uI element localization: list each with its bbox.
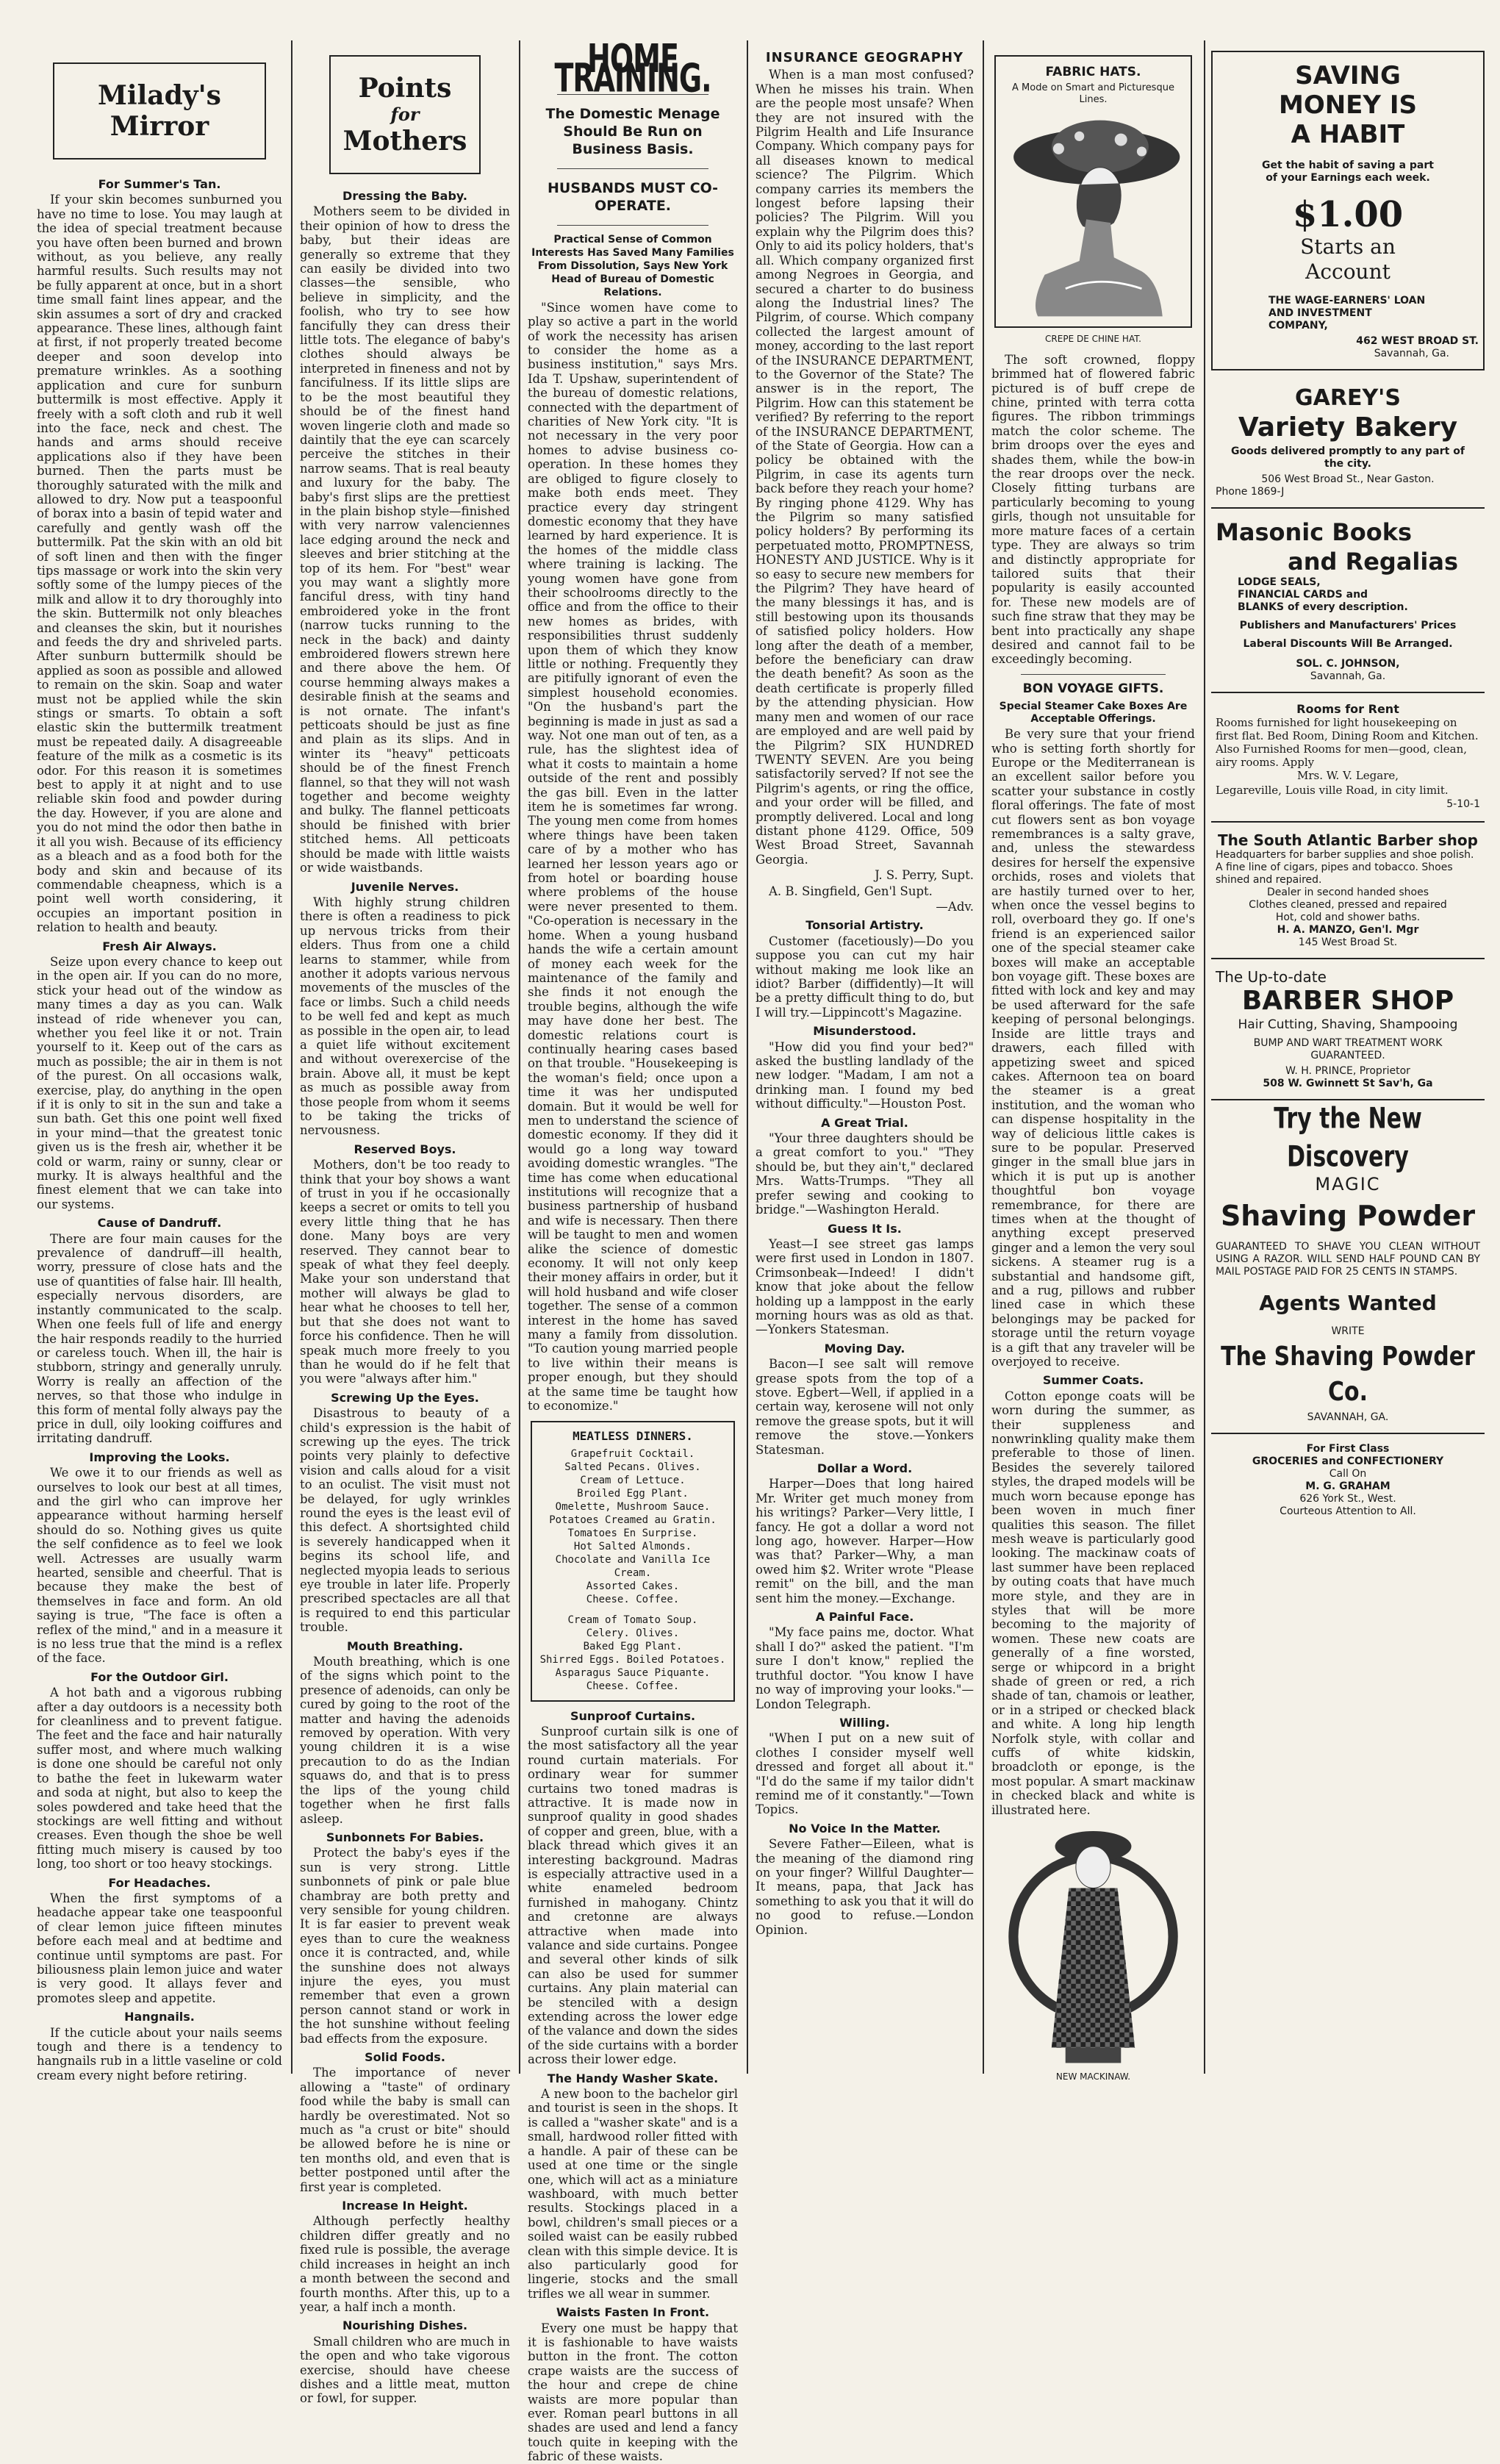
menu-item: Chocolate and Vanilla Ice Cream. [555,1553,711,1579]
ad-up-to-date-barber [1211,959,1485,1100]
ad-line: GUARANTEED TO SHAVE YOU CLEAN WITHOUT USING A RAZOR. WILL SEND HALF POUND CAN BY MAIL POSTAGE PAID FOR 25 CENTS IN STAMPS. [1216,1240,1480,1278]
menu-item: Baked Egg Plant. [583,1640,683,1652]
article-body: Sunproof curtain silk is one of the most satisfactory all the year round curtain materials. For ordinary wear for summer curtains two toned madras is attractive. It is made now in sunproof quality in good shades of copper and green, blue, with a black thread which gives it an interesting background. Madras is especially attractive used in a white enameled bedroom furnished in mahogany. Chintz and cretonne are always attractive when made into valance and side curtains. Pongee and several other kinds of silk can also be used for summer curtains. Any plain material can be stenciled with a design extending across the lower edge of the valance and down the sides of the side curtains with a border across their lower edge. [528,1724,738,2067]
article-body: If the cuticle about your nails seems tough and there is a tendency to hangnails rub in a little vaseline or cold cream every night before retiring. [37,2025,282,2082]
ad-line: BARBER SHOP [1241,985,1454,1016]
ad-line: Legareville, Louis ville Road, in city limit. [1216,783,1449,797]
section-heading: The Handy Washer Skate. [547,2071,719,2085]
section-heading: Solid Foods. [365,2050,445,2064]
menu-item: Asparagus Sauce Piquante. [555,1666,711,1679]
section-heading: Improving the Looks. [89,1450,230,1464]
ad-line: Laberal Discounts Will Be Arranged. [1243,638,1453,650]
article-body: Cotton eponge coats will be worn during the summer, as their suppleness and nonwrinkling quality make them preferable to those of linen. Besides the severely tailored styles, the draped models will be much worn because eponge has been woven in much finer qualities this season. The fillet mesh weave is particularly good looking. The mackinaw coats of last summer have been replaced by outing coats that have much more style, and they are in styles that will be more becoming to the majority of women. These new coats are generally of a fine worsted, serge or whipcord in a bright shade of green or red, a rich shade of tan, chamois or leather, or in a striped or checked black and white. A long hip length Norfolk style, with collar and cuffs of white kidskin, broadcloth or eponge, is the most popular. A smart mackinaw in checked black and white is illustrated here. [991,1389,1195,1817]
article-body: "Since women have come to play so active a part in the world of work the necessity has arisen to consider the home as a business institution," says Mrs. Ida T. Upshaw, superintendent of the bureau of domestic relations, connected with the department of charities of New York city. "It is not necessary in the very poor homes to advise business co-operation. In these homes they are obliged to figure closely to make both ends meet. They practice every day stringent domestic economy that they have learned by hard experience. It is the homes of the middle class where training is lacking. The young women have gone from their schoolrooms directly to the office and from the office to their new homes as brides, with responsibilities thrust suddenly upon them of which they know little or nothing. Frequently they are pitifully ignorant of even the simplest household economies. "On the husband's part the beginning is made in just as sad a way. Not one man out of ten, as a rule, has the slightest idea of what it costs to maintain a home outside of the rent and possibly the gas bill. Even in the latter item he is sometimes far wrong. The young men come from homes where things have been taken care of by a mother who has learned her lesson years ago or from hotel or boarding house where problems of the house were never presented to them. "Co-operation is necessary in the home. When a young husband hands the wife a certain amount of money each week for the maintenance of the family and she finds it not enough the trouble begins, although the wife may have done her best. The domestic relations court is continually hearing cases based on that trouble. "Housekeeping is the woman's field; once upon a time it was her undisputed domain. But it would be well for men to understand the science of domestic economy. If they did it would go a long way toward avoiding domestic wrangles. "The time has come when educational institutions will recognize that a business partnership of husband and wife is necessary. Then there will be taught to men and women alike the science of domestic economy. It will not only keep their money affairs in order, but it will hold husband and wife closer together. The sense of a common interest in the home has saved many a family from dissolution. "To caution young married people to live within their means is proper enough, but they should at the same time be taught how to economize." [528,300,738,1414]
article-body: Customer (facetiously)—Do you suppose you can cut my hair without making me look like an idiot? Barber (diffidently)—It will be a pretty difficult thing to do, but I will try.—Lippincott's Magazine. [756,934,974,1020]
ad-line: and Regalias [1288,548,1458,576]
image-caption: NEW MACKINAW. [1055,2071,1131,2082]
fabric-hats-subtitle: A Mode on Smart and Picturesque Lines. [1012,82,1174,106]
ad-price: $1.00 [1292,194,1404,235]
ad-line: BLANKS of every description. [1238,601,1408,613]
article-body: "How did you find your bed?" asked the bustling landlady of the new lodger. "Madam, I am not a drinking man. I found my bed without difficulty."—Houston Post. [756,1039,974,1111]
article-body: Seize upon every chance to keep out in the open air. If you can do no more, stick your head out of the window as many times a day as you can. Walk instead of ride whenever you can, whether you feel like it or not. Train yourself to it. Keep out of the cars as much as possible; the air in them is not of the purest. On all occasions walk, exercise, play, do anything in the open if it is only to sit in the sun and take a sun bath. Get this one point well fixed in your mind—that the greatest tonic given us is the fresh air, whether it be cold or warm, rainy or sunny, clear or murky. It is always healthful and the finest element that we can take into our systems. [37,954,282,1211]
ad-line: H. A. MANZO, Gen'l. Mgr [1277,923,1419,936]
ad-line: Hair Cutting, Shaving, Shampooing [1238,1017,1458,1032]
ad-line: A HABIT [1291,120,1405,149]
ad-line: SAVING [1295,61,1401,90]
article-body: Small children who are much in the open and who take vigorous exercise, should have cheese dishes and a little meat, mutton or fowl, for supper. [300,2334,510,2406]
menu-item: Hot Salted Almonds. [573,1540,692,1552]
column-points-for-mothers [293,40,517,2406]
article-body: "Your three daughters should be a great comfort to you." "They should be, but they ain't," declared Mrs. Watts-Trumps. "They all prefer sewing and cooking to bridge."—Washington Herald. [756,1131,974,1217]
ad-groceries [1211,1434,1485,1527]
article-body: Be very sure that your friend who is setting forth shortly for Europe or the Mediterranean is an excellent sailor before you scatter your substance in costly floral offerings. The fate of most cut flowers sent as bon voyage remembrances is a salty grave, and, unless the stewardess desires for herself the expensive orchids, roses and violets that are hastily turned over to her, when once the vessel begins to roll, overboard they go. If one's friend is an experienced sailor one of the special steamer cake boxes will make an acceptable bon voyage gift. These boxes are fitted with lock and key and may be used afterward for the safe keeping of personal belongings. Inside are little trays and drawers, each filled with appetizing sweet and spiced cakes. Afternoon tea on board the steamer is a great institution, and the woman who can dispense hospitality in the way of delicious little cakes is sure to be popular. Preserved ginger in the small blue jars in which it is put up is another thoughtful bon voyage remembrance, for there are times when at the thought of anything except preserved ginger and a lemon the very soul sickens. A steamer rug is a substantial and handsome gift, and a rug, pillows and rubber lined case in which these belongings may be packed for storage until the return voyage is a gift that any traveler will be overjoyed to receive. [991,727,1195,1369]
title-line: for [390,104,420,125]
title-line: Points [358,73,452,104]
ad-line: FINANCIAL CARDS and [1238,589,1368,601]
section-heading: Hangnails. [124,2010,195,2024]
menu-item: Salted Pecans. Olives. [564,1461,701,1473]
section-heading: Moving Day. [824,1341,905,1355]
section-heading: Guess It Is. [828,1221,902,1236]
article-body: The soft crowned, floppy brimmed hat of flowered fabric pictured is of buff crepe de chine, printed with terra cotta figures. The ribbon trimmings match the color scheme. The brim droops over the eyes and shades them, while the bow-in the rear droops over the neck. Closely fitting turbans are particularly becoming to young girls, though not unsuitable for more mature faces of a certain type. They are always so trim and distinctly appropriate for tailored suits that their popularity is easily accounted for. These new models are of such fine straw that they may be bent into practically any shape desired and cannot fail to be exceedingly becoming. [991,352,1195,667]
ad-line: Savannah, Ga. [1374,348,1449,359]
article-body: Mouth breathing, which is one of the signs which point to the presence of adenoids, can only be cured by going to the root of the matter and having the adenoids removed by operation. With very young children it is a wise precaution to do as the Indian squaws do, and that is to press the lips of the young child together when he first falls asleep. [300,1655,510,1826]
section-heading: Juvenile Nerves. [351,879,459,894]
article-body: The importance of never allowing a "taste" of ordinary food while the baby is small can hardly be overestimated. Not so much as "a crust or bite" should be allowed before he is nine or ten months old, and even that is better postponed until after the first year is completed. [300,2066,510,2194]
section-heading: Misunderstood. [813,1024,916,1039]
menu-item: Assorted Cakes. [586,1580,680,1592]
ad-line: Try the New Discovery [1274,1102,1422,1174]
ad-line: 5-10-1 [1446,798,1480,811]
title-line: Milady's [98,80,221,111]
ad-line: Get the habit of saving a part of your Earnings each week. [1262,160,1434,184]
ad-line: GAREY'S [1295,385,1401,411]
section-heading: Mouth Breathing. [346,1639,464,1653]
section-heading: Reserved Boys. [354,1142,456,1156]
section-heading: For Summer's Tan. [98,177,221,191]
ad-line: GROCERIES and CONFECTIONERY [1252,1455,1444,1467]
column-fabric-hats [984,40,1202,2082]
ad-line: Publishers and Manufacturers' Prices [1239,620,1457,631]
article-body: We owe it to our friends as well as ourselves to look our best at all times, and the girl who can improve her appearance without harming herself should do so. Nothing gives us quite the self confidence as to feel we look well. Actresses are usually warm hearted, sensible and cheerful. That is because they make the best of themselves in face and form. An old saying is true, "The face is often a reflex of the mind," and in a measure it is no less true that the mind is a reflex of the face. [37,1466,282,1666]
miladys-mirror-title-box [53,62,266,160]
article-body: If your skin becomes sunburned you have no time to lose. You may laugh at the idea of special treatment because you have often been burned and brown without, as you believe, any really harmful results. Such results may not be fully apparent at once, but in a short time small faint lines appear, and the skin assumes a sort of dry and cracked appearance. These lines, although faint at first, if not properly treated become deeper and soon develop into premature wrinkles. As a soothing application and cure for sunburn buttermilk is most effective. Apply it freely with a soft cloth and rub it well into the face, neck and chest. The hands and arms should receive applications also if they have been burned. Then the parts must be thoroughly saturated with the milk and allowed to dry. Now put a teaspoonful of borax into a basin of tepid water and carefully and gently wash off the buttermilk. Pat the skin with an old bit of soft linen and then with the finger tips massage or work into the skin very softly some of the lumpy pieces of the milk and allow it to dry thoroughly into the skin. Buttermilk not only bleaches and cleanses the skin, but it nourishes and feeds the dry and shriveled parts. After sunburn buttermilk should be applied as soon as possible and allowed to remain on the skin. Soap and water must not be applied while the skin stings or smarts. To obtain a soft elastic skin the buttermilk treatment must be repeated daily. A disagreeable feature of the milk as a cosmetic is its odor. For this reason it is sometimes best to apply it at night and to use reliable skin food and powder during the day. However, if you are alone and you do not mind the odor then bathe in it all you wish. Because of its efficiency as a bleach and as a food both for the body and skin and because of its commendable cheapness, which is a point well worth considering, it occupies an important position in relation to health and beauty. [37,193,282,935]
section-heading: Increase In Height. [342,2199,468,2213]
column-insurance-geography [748,40,981,2074]
ad-line: Account [1305,259,1390,284]
ad-line: Call On [1329,1467,1367,1480]
ad-line: SAVANNAH, GA. [1307,1411,1389,1423]
article-list [37,177,282,2082]
ad-line: Savannah, Ga. [1310,670,1386,682]
ad-line: Agents Wanted [1259,1290,1437,1315]
ad-line: Masonic Books [1216,518,1413,546]
article-body: Severe Father—Eileen, what is the meaning of the diamond ring on your finger? Willful Daughter—It means, papa, that Jack has something to ask you that it will do no good to refuse.—London Opinion. [756,1837,974,1937]
signature: A. B. Singfield, Gen'l Supt. [769,884,933,898]
section-heading: Fresh Air Always. [102,939,217,953]
section-heading: A Painful Face. [815,1610,914,1625]
ad-line: SOL. C. JOHNSON, [1296,658,1400,670]
ad-line: Shaving Powder [1220,1199,1476,1232]
ad-line: Headquarters for barber supplies and shoe polish. A fine line of cigars, pipes and tobacco. Shoes shined and repaired. [1216,848,1474,886]
section-heading: Dollar a Word. [817,1461,913,1475]
ad-line: 145 West Broad St. [1298,936,1398,948]
ad-line: Courteous Attention to All. [1280,1505,1416,1517]
ad-line: Dealer in second handed shoes [1266,886,1429,898]
menu-item: Celery. Olives. [586,1627,680,1639]
ad-line: Variety Bakery [1238,412,1458,443]
section-heading: Sunproof Curtains. [570,1708,696,1723]
ad-line: 508 W. Gwinnett St Sav'h, Ga [1263,1077,1433,1089]
ad-line: Rooms furnished for light housekeeping on first flat. Bed Room, Dining Room and Kitchen. Also Furnished Rooms for men—good, clean, airy rooms. Apply [1216,716,1479,770]
ad-line: MONEY IS [1278,90,1417,120]
article-body: Bacon—I see salt will remove grease spots from the top of a stove. Egbert—Well, if applied in a certain way, kerosene will not only remove the grease spots, but it will remove the stove.—Yonkers Statesman. [756,1357,974,1457]
article-body: When is a man most confused? When he misses his train. When are the people most unsafe? When they are not insured with the Pilgrim Health and Life Insurance Company. Which company pays for all diseases known to medical science? The Pilgrim. Which company carries its members the longest before lapsing their policies? The Pilgrim. Will you explain why the Pilgrim does this? Only to aid its policy holders, that's all. Which company organized first among Negroes in Georgia, and secured a charter to do business along the Industrial lines? The Pilgrim, of course. Which company collected the largest amount of money, according to the last report of the INSURANCE DEPARTMENT, to the Governor of the State? The answer is in the report, The Pilgrim. How can this statement be verified? By referring to the report of the INSURANCE DEPARTMENT, of the State of Georgia. How can a policy be obtained with the Pilgrim, in case its agents turn back before they reach your home? By ringing phone 4129. Why has the Pilgrim so many satisfied policy holders? By performing its perpetuated motto, PROMPTNESS, HONESTY AND JUSTICE. Why is it so easy to secure new members for the Pilgrim? They have heard of the many blessings it has, and is still bestowing upon its thousands of satisfied policy holders. How long after the death of a member, before the beneficiary can draw the death benefit? As soon as the death certificate is properly filled by the attending physician. How many men and women of our race are employed and are well paid by the Pilgrim? SIX HUNDRED TWENTY SEVEN. Are you being satisfactorily served? If not see the Pilgrim's agents, or ring the office, and your order will be filled, and promptly delivered. Local and long distant phone 4129. Office, 509 West Broad Street, Savannah Georgia. [756,68,974,867]
article-body: Mothers, don't be too ready to think that your boy shows a want of trust in you if he occasionally keeps a secret or omits to tell you every little thing that he has done. Many boys are very reserved. They cannot bear to speak of what they feel deeply. Make your son understand that mother will always be glad to hear what he chooses to tell her, but that she does not want to force his confidence. Then he will speak much more freely to you than he would do if he felt that you were "always after him." [300,1158,510,1386]
ad-bakery [1211,375,1485,509]
crepe-de-chine-hat-illustration [1003,106,1183,319]
section-heading: A Great Trial. [821,1115,908,1130]
title-line: Mothers [342,126,467,157]
article-body: When the first symptoms of a headache appear take one teaspoonful of clear lemon juice fifteen minutes before each meal and at bedtime and continue until symptoms are past. For biliousness plain lemon juice and water is very good. It allays fever and promotes sleep and appetite. [37,1891,282,2005]
menu-item: Broiled Egg Plant. [577,1487,689,1500]
menu-item: Omelette, Mushroom Sauce. [555,1500,711,1513]
article-body: There are four main causes for the prevalence of dandruff—ill health, worry, pressure of close hats and the use of quantities of false hair. Ill health, especially nervous disorders, are instantly communicated to the scalp. When one feels full of life and energy the hair responds readily to the hurried or careless touch. When ill, the hair is stubborn, stringy and generally unruly. Worry is really an affection of the nerves, so that those who indulge in this form of mental folly always pay the price in dull, oily looking coiffures and irritating dandruff. [37,1231,282,1446]
headline-bon-voyage: BON VOYAGE GIFTS. [1022,681,1164,696]
section-heading: Willing. [839,1715,890,1730]
ad-line: Goods delivered promptly to any part of the city. [1231,445,1465,470]
article-body: A new boon to the bachelor girl and tourist is seen in the shops. It is called a "washer skate" and is a small, hardwood roller fitted with a handle. A pair of these can be used at one time or the single one, which will act as a miniature washboard, with much better results. Stockings placed in a bowl, children's small pieces or a soiled waist can be easily rubbed clean with this simple device. It is also particularly good for lingerie, stocks and the small trifles we all wear in summer. [528,2087,738,2301]
ad-magic-shaving-powder [1211,1100,1485,1434]
menu-item: Shirred Eggs. Boiled Potatoes. [539,1653,726,1666]
ad-masonic-books [1211,509,1485,693]
deck: The Domestic Menage Should Be Run on Business Basis. [545,105,720,157]
article-body: Disastrous to beauty of a child's expression is the habit of screwing up the eyes. The trick points very plainly to defective vision and calls aloud for a visit to an oculist. The visit must not be delayed, for ugly wrinkles round the eyes is the least evil of this defect. A shortsighted child is severely handicapped when it begins its school life, and neglected myopia leads to serious eye trouble in later life. Properly prescribed spectacles are all that is required to end this particular trouble. [300,1406,510,1635]
new-mackinaw-illustration [991,1819,1195,2069]
article-body: Although perfectly healthy children differ greatly and no fixed rule is possible, the average child increases in height an inch a month between the second and fourth months. After this, up to a year, a half inch a month. [300,2214,510,2314]
signature: J. S. Perry, Supt. [875,868,974,883]
ad-line: LODGE SEALS, [1238,576,1321,588]
title-line: Mirror [110,111,209,142]
ad-line: Phone 1869-J [1216,486,1285,498]
article-body: Yeast—I see street gas lamps were first used in London in 1807. Crimsonbeak—Indeed! I didn't know that joke about the fellow holding up a lamppost in the early morning hours was as old as that.—Yonkers Statesman. [756,1236,974,1337]
article-body: "My face pains me, doctor. What shall I do?" asked the patient. "I'm sure I don't know," replied the truthful doctor. "You know I have no way of improving your looks."—London Telegraph. [756,1625,974,1711]
deck: Special Steamer Cake Boxes Are Acceptable Offerings. [999,701,1188,726]
meatless-dinners-box [531,1421,735,1702]
article-body: With highly strung children there is often a readiness to pick up nervous tricks from their elders. Thus from one a child learns to stammer, while from another it adopts various nervous movements of the muscles of the face or limbs. Such a child needs to be well fed and kept as much as possible in the open air, to lead a quiet life without excitement and without overexercise of the brain. Above all, it must be kept as much as possible away from those people from whom it seems to be taking the tricks of nervousness. [300,895,510,1138]
ad-line: The South Atlantic Barber shop [1218,831,1478,849]
ad-line: BUMP AND WART TREATMENT WORK GUARANTEED. [1253,1036,1443,1061]
points-for-mothers-title-box [329,55,481,174]
ad-line: 626 York St., West. [1299,1492,1396,1505]
section-heading: For Headaches. [108,1875,211,1890]
ad-line: MAGIC [1315,1173,1381,1195]
article-body: "When I put on a new suit of clothes I consider myself well dressed and forget all about it." "I'd do the same if my tailor didn't remind me of it constantly."—Town Topics. [756,1731,974,1817]
article-list [300,189,510,2406]
menu-item: Grapefruit Cocktail. [570,1447,695,1460]
section-heading: Cause of Dandruff. [97,1216,222,1231]
menu-heading: MEATLESS DINNERS. [573,1428,693,1443]
ad-saving-money [1211,51,1485,370]
section-heading: Sunbonnets For Babies. [326,1830,484,1844]
ad-line: W. H. PRINCE, Proprietor [1285,1064,1410,1077]
column-advertisements [1205,40,1485,2074]
column-home-training [520,36,745,2464]
ad-line: The Shaving Powder Co. [1221,1341,1475,1408]
section-heading: No Voice In the Matter. [789,1821,941,1836]
ad-line: Rooms for Rent [1296,702,1399,716]
ad-line: Hot, cold and shower baths. [1275,911,1421,923]
headline-home-training: HOME TRAINING. [554,36,711,101]
ad-line: Mrs. W. V. Legare, [1296,769,1399,783]
section-heading: Screwing Up the Eyes. [331,1390,479,1405]
article-body: Protect the baby's eyes if the sun is very strong. Little sunbonnets of pink or pale blue chambray are both pretty and very sensible for young children. It is far easier to prevent weak eyes than to cure the weakness once it is contracted, and, while the sunshine does not always injure the eyes, you must remember that even a grown person cannot stand or work in the hot sunshine without feeling bad effects from the exposure. [300,1846,510,2046]
section-heading: Waists Fasten In Front. [556,2305,710,2320]
menu-item: Cream of Lettuce. [580,1474,686,1486]
menu-item: Potatoes Creamed au Gratin. [549,1514,717,1526]
ad-line: WRITE [1331,1325,1365,1337]
ad-line: 506 West Broad St., Near Gaston. [1261,473,1435,485]
ad-rooms-for-rent [1211,693,1485,823]
menu-item: Cheese. Coffee. [586,1680,680,1692]
ad-line: Clothes cleaned, pressed and repaired [1249,898,1447,911]
menu-item [539,1606,726,1614]
menu-item: Tomatoes En Surprise. [567,1527,698,1539]
ad-line: 462 WEST BROAD ST. [1356,335,1479,347]
ad-line: For First Class [1306,1442,1390,1455]
section-heading: Nourishing Dishes. [342,2318,468,2333]
ad-line: Starts an [1300,234,1396,259]
menu-item: Cream of Tomato Soup. [567,1614,698,1626]
deck: Practical Sense of Common Interests Has Saved Many Families From Dissolution, Says New York Head of Bureau of Domestic Relations. [531,233,734,298]
headline-fabric-hats: FABRIC HATS. [1045,65,1141,79]
adv-label: —Adv. [936,899,974,914]
ad-line: M. G. GRAHAM [1305,1480,1390,1492]
article-body: Harper—Does that long haired Mr. Writer get much money from his writings? Parker—Very little, I fancy. He got a dollar a word not long ago, however. Harper—How was that? Parker—Why, a man owed him $2. Writer wrote "Please remit" on the bill, and the man sent him the money.—Exchange. [756,1477,974,1605]
section-heading: For the Outdoor Girl. [90,1669,229,1684]
article-list [528,1709,738,2464]
image-caption: CREPE DE CHINE HAT. [1045,334,1141,345]
article-body: Every one must be happy that it is fashionable to have waists button in the front. The cotton crape waists are the success of the hour and crepe de chine waists are more popular than ever. Roman pearl buttons in all shades are used and lend a fancy touch quite in keeping with the fabric of these waists. [528,2321,738,2464]
ad-line: THE WAGE-EARNERS' LOAN AND INVESTMENT COMPANY, [1268,295,1426,332]
menu-item: Cheese. Coffee. [586,1593,680,1605]
article-body: A hot bath and a vigorous rubbing after a day outdoors is a necessity both for cleanliness and to prevent fatigue. The feet and the face and hair naturally suffer most, and where much walking is done one should be careful not only to bathe the feet in lukewarm water and soda at night, but also to keep the soles powdered and take heed that the stockings are well fitting and without creases. Even though the shoe be well fitting much misery is caused by too long, too short or too heavy stockings. [37,1686,282,1872]
article-list [756,918,974,1937]
column-miladys-mirror [29,40,290,2082]
section-heading: Summer Coats. [1042,1373,1144,1388]
ad-south-atlantic-barber [1211,823,1485,959]
article-body: Mothers seem to be divided in their opinion of how to dress the baby, but their ideas are generally so extreme that they can easily be divided into two classes—the sensible, who believe in simplicity, and the foolish, who try to see how fancifully they can dress their little tots. The elegance of baby's clothes should always be interpreted in fineness and not by fancifulness. If its little slips are to be the most beautiful they should be of the finest hand woven lingerie cloth and made so daintily that the eye can scarcely perceive the stitches in their narrow seams. That is real beauty and luxury for the baby. The baby's first slips are the prettiest in the plain bishop style—finished with very narrow valenciennes lace edging around the neck and sleeves and brier stitching at the top of its hem. For "best" wear you may want a slightly more fanciful dress, with tiny hand embroidered yoke in the front (narrow tucks running to the neck in the back) and dainty embroidered flowers strewn here and there above the hem. Of course hemming always makes a desirable finish at the seams and is not ornate. The infant's petticoats should be just as fine and plain as its slips. And in winter its "heavy" petticoats should be of the finest French flannel, so that they will not wash together and become weighty and bulky. The flannel petticoats should be finished with brier stitched hems. All petticoats should be made with little waists or wide waistbands. [300,204,510,875]
fabric-hats-box [994,55,1192,328]
headline-insurance-geography: INSURANCE GEOGRAPHY [765,50,964,65]
section-heading: Tonsorial Artistry. [805,918,924,933]
section-heading: Dressing the Baby. [342,189,467,203]
ad-line: The Up-to-date [1216,967,1327,986]
deck: HUSBANDS MUST CO-OPERATE. [547,179,719,214]
